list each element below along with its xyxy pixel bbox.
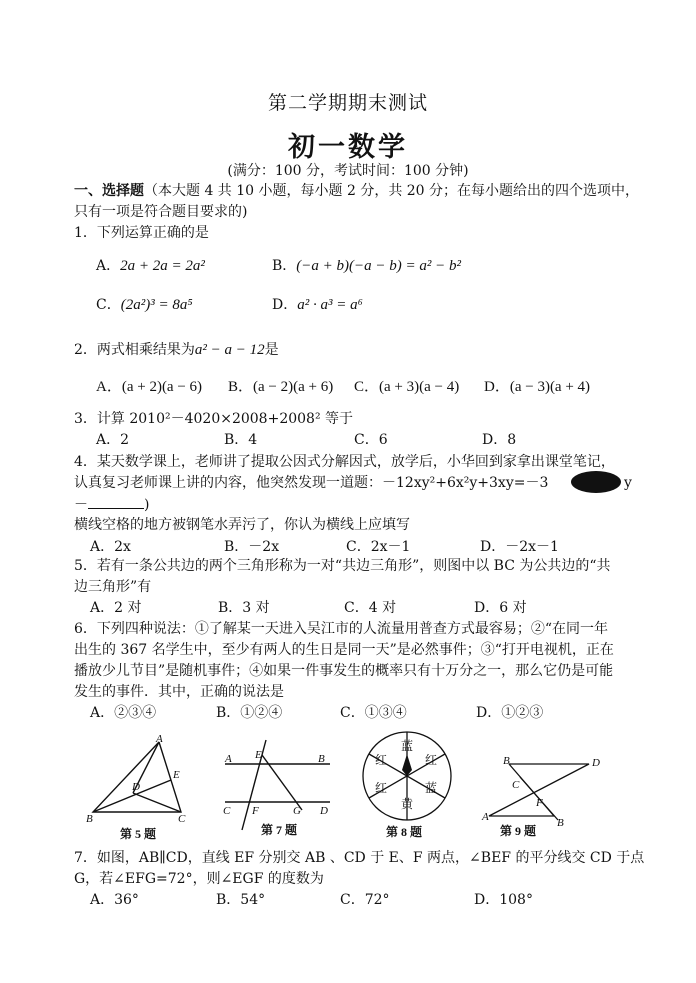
fig5-triangle [93,742,181,812]
q7-line1: 7．如图，AB∥CD，直线 EF 分别交 AB 、CD 于 E、F 两点，∠BEF 的平分线交 CD 于点 [74,850,645,866]
q1-b-expr: (−a + b)(−a − b) = a² − b² [296,258,462,274]
q5-option-a: A．2 对 [90,600,142,616]
figure-5 [93,742,181,812]
fig7-label-c: C [223,805,231,817]
q1-d-expr: a² · a³ = a⁶ [297,297,363,313]
q3-option-c: C．6 [354,432,388,448]
fig7-label-f: F [252,805,259,817]
fig9-label-a: A [482,811,489,823]
fig5-label-b: B [86,813,93,825]
fig9-label-b-top: B [503,755,510,767]
fig8-sector-lower-left: 红 [374,781,388,795]
q2-option-a: A．(a + 2)(a − 6) [96,379,203,395]
q2-option-d: D．(a − 3)(a + 4) [484,379,591,395]
fig8-sector-upper-right: 红 [424,753,438,767]
q5-option-b: B．3 对 [218,600,270,616]
q6-line4: 发生的事件．其中，正确的说法是 [74,684,284,700]
q4-line4: 横线空格的地方被钢笔水弄污了，你认为横线上应填写 [74,517,410,533]
q1-option-a [96,257,205,275]
q2-stem-expr: a² − a − 12 [194,342,265,358]
q4-line2: 认真复习老师课上讲的内容，他突然发现一道题：－12xy²+6x²y+3xy=－3 [74,475,549,491]
section1-instr-line1: （本大题 4 共 10 小题，每小题 2 分，共 20 分；在每小题给出的四个选项中， [144,183,640,199]
q5-line2: 边三角形”有 [74,579,152,595]
q1-option-d [272,296,363,314]
q2-stem-suffix: 是 [264,342,279,358]
fig8-caption: 第 8 题 [386,825,423,839]
fig5-caption: 第 5 题 [120,827,157,841]
q1-c-expr: (2a²)³ = 8a⁵ [120,297,193,313]
figure-7 [225,740,330,830]
q7-option-c: C．72° [340,892,390,908]
fig9-caption: 第 9 题 [500,824,537,838]
q5-line1: 5．若有一条公共边的两个三角形称为一对“共边三角形”，则图中以 BC 为公共边的“共 [74,558,611,574]
fig5-label-a: A [156,733,163,745]
fig7-label-b: B [318,753,325,765]
q1-option-c [96,296,193,314]
q3-option-d: D．8 [482,432,517,448]
fig7-label-a: A [225,753,232,765]
q5-option-c: C．4 对 [344,600,397,616]
q1-stem: 1．下列运算正确的是 [74,225,209,241]
q1-c-label: C． [96,297,121,313]
score-info: (满分：100 分，考试时间：100 分钟) [227,163,469,179]
fig7-label-d: D [320,805,328,817]
figures-row [80,730,680,845]
q6-option-a: A．②③④ [90,705,157,721]
fig7-label-g: G [293,805,301,817]
q4-option-c: C．2x－1 [346,539,411,555]
q2-stem-prefix: 2．两式相乘结果为 [74,342,195,358]
q4-option-b: B．－2x [224,539,280,555]
q6-option-c: C．①③④ [340,705,407,721]
fig5-label-d: D [132,781,140,793]
fig5-line-cd [133,793,181,812]
fig9-label-c: C [512,779,520,791]
figure-9 [489,764,589,820]
q4-line2-tail: y [624,475,632,491]
fig5-label-c: C [178,813,186,825]
q3-option-b: B．4 [224,432,258,448]
fig5-label-e: E [173,769,180,781]
fig7-caption: 第 7 题 [261,823,298,837]
q7-option-a: A．36° [90,892,139,908]
fig9-label-d: D [592,757,600,769]
fig9-label-f: F [536,797,543,809]
q1-b-label: B． [272,258,297,274]
q7-option-b: B．54° [216,892,266,908]
q3-stem: 3．计算 2010²－4020×2008+2008² 等于 [74,411,354,427]
q7-option-d: D．108° [474,892,533,908]
q3-option-a: A．2 [96,432,130,448]
fig8-sector-lower-right: 蓝 [424,781,438,795]
q4-line3-minus: － [74,497,88,513]
fig8-sector-upper-left: 红 [374,753,388,767]
q2-option-b: B．(a − 2)(a + 6) [228,379,334,395]
q1-a-expr: 2a + 2a = 2a² [120,258,205,274]
q4-line3-close: ) [144,497,150,513]
q1-option-b [272,257,461,275]
q2-option-c: C．(a + 3)(a − 4) [354,379,460,395]
fig8-pointer-arrow-icon [402,754,412,776]
q1-d-label: D． [272,297,298,313]
q6-line3: 播放少儿节目”是随机事件；④如果一件事发生的概率只有十万分之一，那么它仍是可能 [74,663,614,679]
q6-option-b: B．①②④ [216,705,283,721]
q4-option-d: D．－2x－1 [480,539,559,555]
section1-heading: 一、选择题 [74,183,144,199]
q6-line2: 出生的 367 名学生中，至少有两人的生日是同一天”是必然事件；③“打开电视机，正在 [74,642,614,658]
section1-instr-line2: 只有一项是符合题目要求的) [74,204,248,220]
q6-option-d: D．①②③ [476,705,544,721]
fig8-sector-bottom: 黄 [400,797,414,811]
fig7-label-e: E [255,749,262,761]
answer-blank [88,495,144,509]
term-title: 第二学期期末测试 [267,92,428,114]
ink-smudge [571,471,621,493]
q4-option-a: A．2x [90,539,131,555]
q4-line1: 4．某天数学课上，老师讲了提取公因式分解因式，放学后，小华回到家拿出课堂笔记， [74,454,615,470]
q4-line3 [74,495,149,514]
fig8-sector-top: 蓝 [400,739,414,753]
q2-stem [74,341,279,359]
subject-title: 初一数学 [288,132,408,163]
section1-instructions [74,182,639,200]
fig9-label-b-bottom: B [557,817,564,829]
q5-option-d: D．6 对 [474,600,527,616]
q1-a-label: A． [96,258,121,274]
q7-line2: G，若∠EFG=72°，则∠EGF 的度数为 [74,871,324,887]
q6-line1: 6．下列四种说法：①了解某一天进入吴江市的人流量用普查方式最容易；②“在同一年 [74,621,609,637]
